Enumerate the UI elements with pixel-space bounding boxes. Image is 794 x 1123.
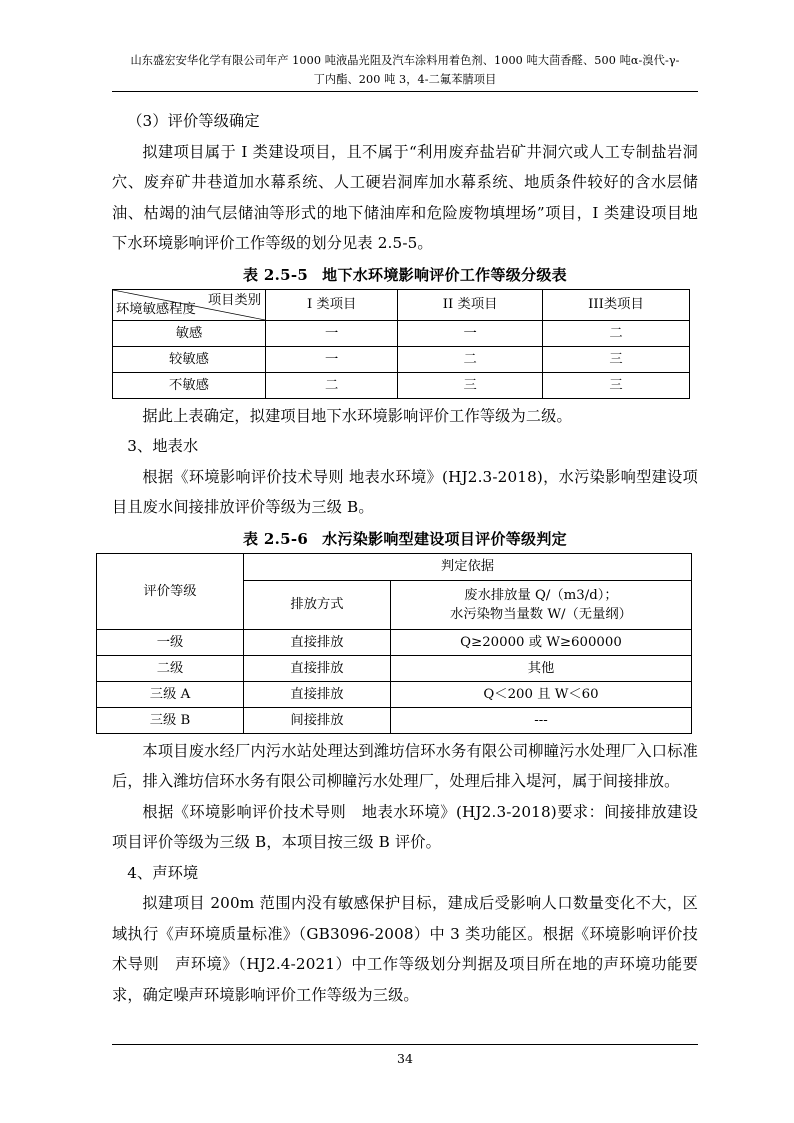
table-row — [97, 707, 692, 733]
table-1-cell-r2c1: 一 — [266, 346, 398, 372]
table-groundwater-grading — [112, 289, 690, 399]
paragraph-noise-assessment-level: 拟建项目 200m 范围内没有敏感保护目标，建成后受影响人口数量变化不大，区域执行《声环境质量标准》（GB3096-2008）中 3 类功能区。根据《环境影响评价技术导则 声环境》（HJ2.4-2021）中工作等级划分判据及项目所在地的声环境功能要求，确定噪声环境影响评价工作等级为三级。 — [112, 894, 698, 1004]
table-row — [97, 655, 692, 681]
paragraph-surface-water-standard: 根据《环境影响评价技术导则 地表水环境》(HJ2.3-2018)，水污染影响型建设项目且废水间接排放评价等级为三级 B。 — [112, 467, 698, 516]
table-1-cell-r3c2: 三 — [398, 372, 543, 398]
table-row — [113, 289, 690, 320]
table-2-mode-3: 直接排放 — [244, 681, 391, 707]
table-2-mode-1: 直接排放 — [244, 629, 391, 655]
table-1-cell-r3c3: 三 — [542, 372, 689, 398]
table-2-header-amount — [391, 580, 692, 629]
table-1-col-header-2: II 类项目 — [398, 289, 543, 320]
table-1-caption-number: 表 2.5-5 — [243, 265, 309, 284]
table-2-level-1: 一级 — [97, 629, 244, 655]
table-1-corner-bottom-label: 环境敏感程度 — [116, 301, 196, 317]
table-row — [97, 553, 692, 580]
running-header-line-1: 山东盛宏安华化学有限公司年产 1000 吨液晶光阻及汽车涂料用着色剂、1000 吨大茴香醛、500 吨α-溴代-γ- — [130, 54, 680, 67]
table-2-header-amount-line-2: 水污染物当量数 W/（无量纲） — [450, 606, 632, 622]
table-2-mode-2: 直接排放 — [244, 655, 391, 681]
table-2-basis-2: 其他 — [391, 655, 692, 681]
table-row — [97, 681, 692, 707]
paragraph-groundwater-conclusion: 据此上表确定，拟建项目地下水环境影响评价工作等级为二级。 — [142, 406, 572, 425]
table-row — [113, 320, 690, 346]
table-row — [113, 346, 690, 372]
section-heading-acoustic-environment: 4、声环境 — [127, 863, 199, 882]
table-2-level-3: 三级 A — [97, 681, 244, 707]
table-1-col-header-3: III类项目 — [542, 289, 689, 320]
table-1-caption — [112, 264, 698, 285]
table-2-mode-4: 间接排放 — [244, 707, 391, 733]
page-number: 34 — [397, 1051, 413, 1066]
running-header-line-2: 丁内酯、200 吨 3，4-二氟苯腈项目 — [313, 73, 497, 86]
table-2-basis-4: --- — [391, 707, 692, 733]
table-1-cell-r1c1: 一 — [266, 320, 398, 346]
table-1-cell-r1c3: 二 — [542, 320, 689, 346]
table-1-row-label-2: 较敏感 — [113, 346, 266, 372]
section-heading-evaluation-level: （3）评价等级确定 — [127, 112, 260, 130]
table-1-corner-top-label: 项目类别 — [207, 292, 261, 308]
table-1-corner-header — [113, 289, 266, 320]
table-1-cell-r3c1: 二 — [266, 372, 398, 398]
table-2-header-amount-line-1: 废水排放量 Q/（m3/d）； — [464, 587, 618, 603]
running-header — [112, 52, 698, 88]
table-1-cell-r2c3: 三 — [542, 346, 689, 372]
paragraph-groundwater-category: 拟建项目属于 I 类建设项目，且不属于“利用废弃盐岩矿井洞穴或人工专制盐岩洞穴、废弃矿井巷道加水幕系统、人工硬岩洞库加水幕系统、地质条件较好的含水层储油、枯竭的油气层储油等形式的地下储油库和危险废物填埋场”项目，I 类建设项目地下水环境影响评价工作等级的划分见表 2.5-5。 — [112, 142, 698, 252]
footer-divider — [112, 1044, 698, 1045]
page-footer — [112, 1044, 698, 1067]
table-2-level-4: 三级 B — [97, 707, 244, 733]
table-1-col-header-1: I 类项目 — [266, 289, 398, 320]
table-1-cell-r1c2: 一 — [398, 320, 543, 346]
table-2-level-2: 二级 — [97, 655, 244, 681]
table-2-caption-title: 水污染影响型建设项目评价等级判定 — [322, 529, 567, 548]
table-2-caption — [112, 528, 698, 549]
table-2-basis-3: Q＜200 且 W＜60 — [391, 681, 692, 707]
table-2-header-basis: 判定依据 — [244, 553, 692, 580]
table-water-pollution-grading — [96, 553, 692, 734]
section-heading-surface-water: 3、地表水 — [127, 437, 199, 455]
paragraph-wastewater-route: 本项目废水经厂内污水站处理达到潍坊信环水务有限公司柳瞳污水处理厂入口标准后，排入潍坊信环水务有限公司柳瞳污水处理厂，处理后排入堤河，属于间接排放。 — [112, 741, 698, 790]
table-2-caption-number: 表 2.5-6 — [243, 529, 309, 548]
table-1-caption-title: 地下水环境影响评价工作等级分级表 — [322, 265, 567, 284]
header-divider — [112, 91, 698, 92]
paragraph-indirect-discharge-level: 根据《环境影响评价技术导则 地表水环境》(HJ2.3-2018)要求：间接排放建设项目评价等级为三级 B，本项目按三级 B 评价。 — [112, 802, 698, 851]
table-1-row-label-3: 不敏感 — [113, 372, 266, 398]
table-1-cell-r2c2: 二 — [398, 346, 543, 372]
table-2-header-mode: 排放方式 — [244, 580, 391, 629]
table-1-row-label-1: 敏感 — [113, 320, 266, 346]
table-2-header-level: 评价等级 — [97, 553, 244, 629]
table-row — [113, 372, 690, 398]
table-row — [97, 629, 692, 655]
table-2-basis-1: Q≥20000 或 W≥600000 — [391, 629, 692, 655]
